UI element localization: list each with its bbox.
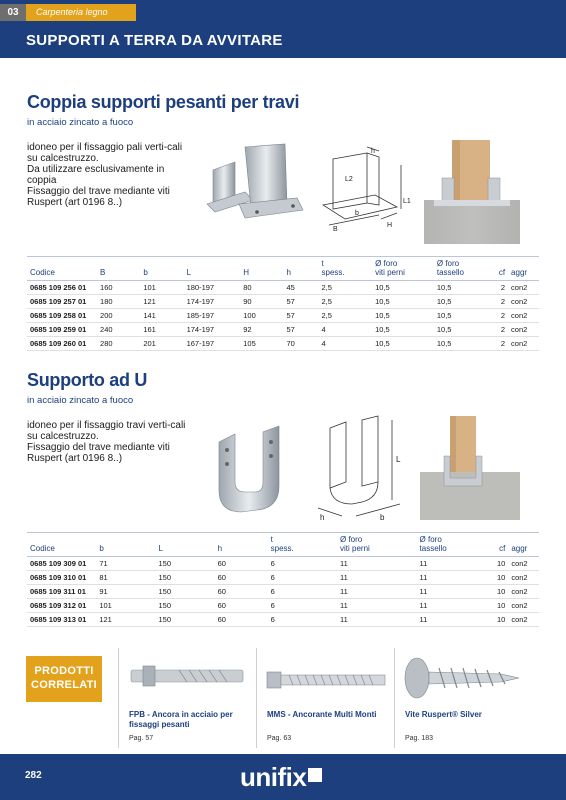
cell: 91	[96, 585, 155, 599]
heavy-support-drawing	[315, 145, 420, 235]
chapter-number: 03	[0, 4, 26, 21]
cell: 6	[268, 613, 337, 627]
cell-code: 0685 109 309 01	[27, 557, 96, 571]
cell: 11	[337, 571, 417, 585]
col-header: b	[143, 268, 148, 277]
cell-code: 0685 109 259 01	[27, 323, 97, 337]
col-header: Codice	[30, 544, 55, 553]
dim-label-b-small: b	[355, 210, 359, 217]
cell: 10,5	[372, 295, 434, 309]
cell: 201	[140, 337, 183, 351]
product-description-text: idoneo per il fissaggio travi verti-cali su calcestruzzo. Fissaggio del trave mediante viti Ruspert (art 0196 8..)	[27, 420, 186, 464]
ruspert-screw-image	[401, 654, 525, 702]
table-row	[27, 557, 539, 571]
cell: 10,5	[372, 309, 434, 323]
table-row	[27, 585, 539, 599]
dim-label-b: b	[380, 513, 385, 522]
cell: 105	[240, 337, 283, 351]
dim-label-l2: L2	[345, 176, 353, 183]
related-item-page: Pag. 63	[267, 735, 292, 742]
brand-logo: unifix	[240, 762, 307, 792]
cell: 161	[140, 323, 183, 337]
table-header-row	[27, 533, 539, 557]
section-title: SUPPORTI A TERRA DA AVVITARE	[26, 32, 283, 49]
cell: 2	[494, 281, 508, 295]
cell: 57	[284, 295, 319, 309]
cell-code: 0685 109 311 01	[27, 585, 96, 599]
cell: 4	[319, 323, 373, 337]
cell: 10	[490, 613, 508, 627]
related-item-ruspert[interactable]	[394, 648, 544, 748]
cell: 101	[140, 281, 183, 295]
cell-code: 0685 109 310 01	[27, 571, 96, 585]
cell: 185-197	[184, 309, 241, 323]
col-header: Ø foro viti perni	[375, 259, 405, 277]
cell: 280	[97, 337, 140, 351]
cell: 10	[490, 599, 508, 613]
cell: 11	[417, 613, 490, 627]
spec-table-heavy	[27, 256, 539, 351]
table-row	[27, 599, 539, 613]
col-header: t spess.	[270, 535, 294, 553]
cell: 10,5	[434, 295, 494, 309]
cell: 121	[140, 295, 183, 309]
cell-code: 0685 109 313 01	[27, 613, 96, 627]
related-item-name: FPB - Ancora in acciaio per fissaggi pesanti	[129, 710, 233, 729]
cell: con2	[508, 599, 539, 613]
cell: 10,5	[372, 337, 434, 351]
concrete-screw-image	[265, 668, 387, 692]
page-footer	[0, 754, 566, 800]
cell: 240	[97, 323, 140, 337]
spec-table-u	[27, 532, 539, 627]
cell: 11	[337, 599, 417, 613]
table-header-row	[27, 257, 539, 281]
u-support-drawing	[312, 412, 412, 522]
heavy-support-install-photo	[424, 140, 520, 244]
col-header: b	[99, 544, 104, 553]
cell: 150	[155, 585, 214, 599]
cell: con2	[508, 613, 539, 627]
cell: 11	[417, 571, 490, 585]
cell-code: 0685 109 312 01	[27, 599, 96, 613]
cell: 6	[268, 571, 337, 585]
cell: 2	[494, 309, 508, 323]
related-item-name: MMS - Ancorante Multi Monti	[267, 710, 377, 719]
cell: 11	[337, 585, 417, 599]
cell: 2,5	[319, 281, 373, 295]
table-row	[27, 295, 539, 309]
col-header: t spess.	[321, 259, 345, 277]
col-header: h	[217, 544, 223, 553]
cell: 101	[96, 599, 155, 613]
cell: 11	[337, 613, 417, 627]
cell: 10,5	[434, 323, 494, 337]
heavy-support-photo	[205, 142, 305, 237]
page-header	[0, 0, 566, 58]
cell: con2	[508, 585, 539, 599]
cell: 10	[490, 585, 508, 599]
product-title: Supporto ad U	[27, 370, 148, 390]
cell: 2,5	[319, 295, 373, 309]
related-item-page: Pag. 183	[405, 735, 434, 742]
cell: 45	[284, 281, 319, 295]
cell: 167-197	[184, 337, 241, 351]
cell: 200	[97, 309, 140, 323]
cell: 70	[284, 337, 319, 351]
cell: 10,5	[434, 337, 494, 351]
cell: 10,5	[372, 281, 434, 295]
col-header: L	[158, 544, 163, 553]
cell: con2	[508, 295, 539, 309]
cell: con2	[508, 557, 539, 571]
cell: 174-197	[184, 323, 241, 337]
cell: 6	[268, 585, 337, 599]
related-products-label: PRODOTTI CORRELATI	[26, 656, 102, 702]
product-subtitle: in acciaio zincato a fuoco	[27, 117, 134, 128]
cell: 6	[268, 599, 337, 613]
u-support-photo	[205, 420, 295, 520]
dim-label-b-big: B	[333, 226, 338, 233]
cell: 80	[240, 281, 283, 295]
chapter-tab[interactable]: Carpenteria legno	[26, 4, 136, 21]
u-support-install-photo	[420, 416, 520, 520]
cell: 150	[155, 599, 214, 613]
cell: 121	[96, 613, 155, 627]
dim-label-h: h	[320, 513, 325, 522]
col-header: aggr	[511, 544, 528, 553]
cell: 60	[215, 585, 268, 599]
col-header: Ø foro tassello	[419, 535, 447, 553]
cell: 4	[319, 337, 373, 351]
col-header: Ø foro tassello	[436, 259, 464, 277]
cell: 160	[97, 281, 140, 295]
table-row	[27, 309, 539, 323]
col-header: B	[100, 268, 106, 277]
table-row	[27, 337, 539, 351]
cell: con2	[508, 323, 539, 337]
cell-code: 0685 109 260 01	[27, 337, 97, 351]
cell-code: 0685 109 258 01	[27, 309, 97, 323]
cell: 57	[284, 323, 319, 337]
table-row	[27, 613, 539, 627]
table-row	[27, 281, 539, 295]
cell: 60	[215, 571, 268, 585]
cell: 150	[155, 613, 214, 627]
brand-mark-icon	[308, 768, 322, 782]
cell: 2,5	[319, 309, 373, 323]
product-description	[27, 420, 192, 464]
cell: 10	[490, 557, 508, 571]
cell: 81	[96, 571, 155, 585]
cell: 6	[268, 557, 337, 571]
dim-label-l1: L1	[403, 198, 411, 205]
product-subtitle: in acciaio zincato a fuoco	[27, 395, 134, 406]
cell: 150	[155, 557, 214, 571]
related-item-page: Pag. 57	[129, 735, 154, 742]
cell-code: 0685 109 257 01	[27, 295, 97, 309]
cell: 174-197	[184, 295, 241, 309]
dim-label-h-big: H	[387, 222, 393, 229]
cell: 90	[240, 295, 283, 309]
cell: 100	[240, 309, 283, 323]
product-title: Coppia supporti pesanti per travi	[27, 92, 300, 112]
related-item-fpb[interactable]	[118, 648, 256, 748]
cell: 2	[494, 337, 508, 351]
col-header: cf	[499, 544, 506, 553]
cell: 10,5	[434, 309, 494, 323]
col-header: h	[286, 268, 291, 277]
col-header: H	[243, 268, 250, 277]
anchor-bolt-image	[129, 660, 247, 696]
cell: 10,5	[434, 281, 494, 295]
cell: 11	[417, 557, 490, 571]
cell: 180	[97, 295, 140, 309]
cell: con2	[508, 281, 539, 295]
related-item-name: Vite Ruspert® Silver	[405, 710, 482, 719]
cell: 2	[494, 323, 508, 337]
cell: 11	[417, 599, 490, 613]
cell: 141	[140, 309, 183, 323]
cell: 2	[494, 295, 508, 309]
cell: 92	[240, 323, 283, 337]
cell: con2	[508, 309, 539, 323]
table-row	[27, 571, 539, 585]
cell: 60	[215, 557, 268, 571]
cell: 10	[490, 571, 508, 585]
cell: 57	[284, 309, 319, 323]
product-description-text: idoneo per il fissaggio pali verti-cali su calcestruzzo. Da utilizzare esclusivamente in coppia Fissaggio del trave mediante viti Ruspert (art 0196 8..)	[27, 142, 183, 208]
cell-code: 0685 109 256 01	[27, 281, 97, 295]
related-item-mms[interactable]	[256, 648, 394, 748]
cell: 11	[417, 585, 490, 599]
related-products	[0, 648, 566, 748]
col-header: L	[186, 268, 192, 277]
col-header: aggr	[511, 268, 528, 277]
cell: con2	[508, 337, 539, 351]
cell: 180-197	[184, 281, 241, 295]
dim-label-l: L	[396, 455, 401, 464]
cell: con2	[508, 571, 539, 585]
cell: 10,5	[372, 323, 434, 337]
product-description	[27, 142, 192, 208]
col-header: Ø foro viti perni	[340, 535, 370, 553]
cell: 60	[215, 613, 268, 627]
col-header: Codice	[30, 268, 55, 277]
table-row	[27, 323, 539, 337]
cell: 60	[215, 599, 268, 613]
cell: 11	[337, 557, 417, 571]
cell: 71	[96, 557, 155, 571]
page-number: 282	[25, 770, 42, 781]
cell: 150	[155, 571, 214, 585]
col-header: cf	[498, 268, 506, 277]
dim-label-h: h	[371, 148, 375, 155]
